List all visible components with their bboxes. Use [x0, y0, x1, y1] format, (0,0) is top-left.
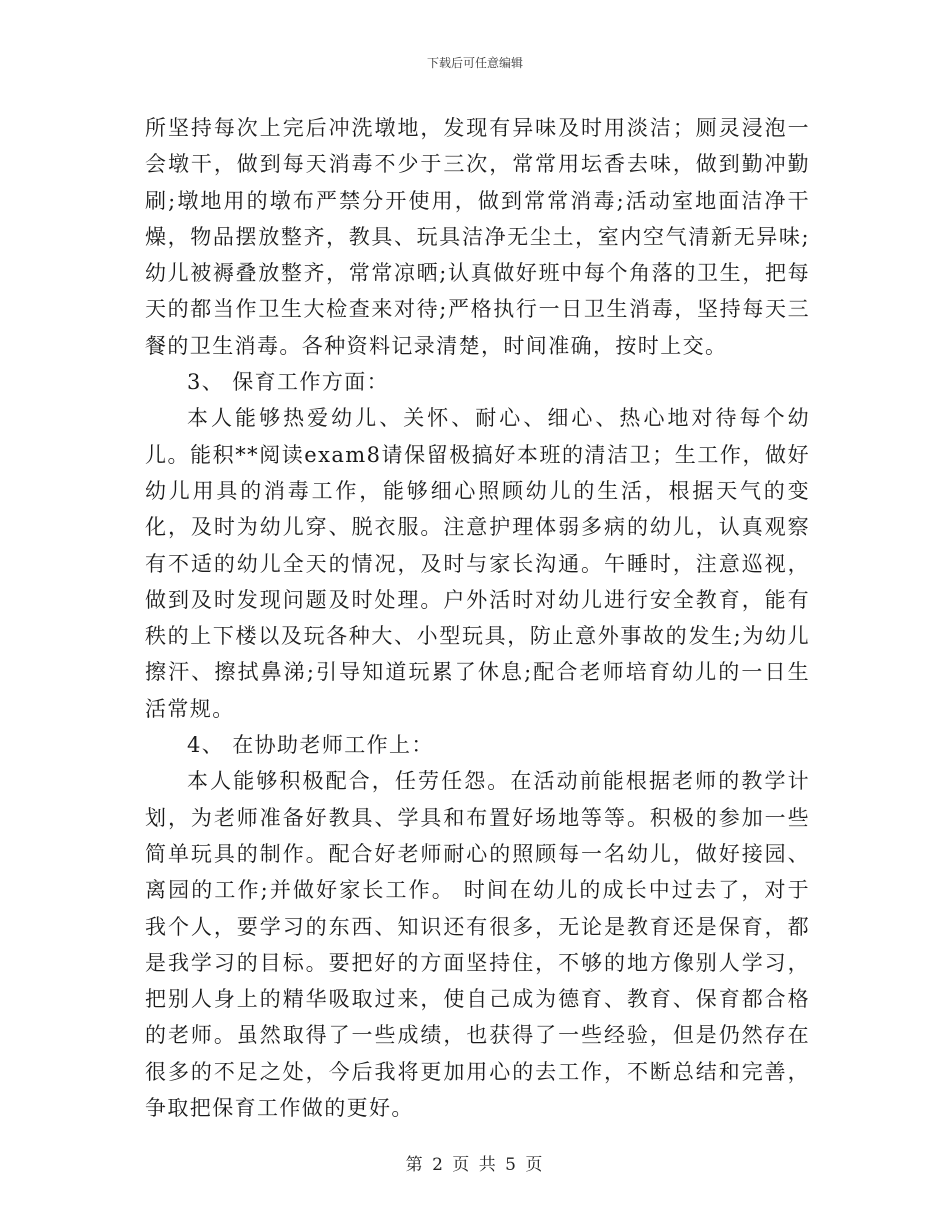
section-heading-assisting-teacher: 4、 在协助老师工作上： [187, 733, 434, 758]
paragraph-assisting-teacher: 本人能够积极配合，任劳任怨。在活动前能根据老师的教学计划，为老师准备好教具、学具和布置好场地等等。积极的参加一些简单玩具的制作。配合好老师耐心的照顾每一名幼儿，做好接园、离园的工作;并做好家长工作。 时间在幼儿的成长中过去了，对于我个人，要学习的东西、知识还有很多，无论是教育还是保育，都是我学习的目标。要把好的方面坚持住，不够的地方像别人学习，把别人身上的精华吸取过来，使自己成为德育、教育、保育都合格的老师。虽然取得了一些成绩，也获得了一些经验，但是仍然存在很多的不足之处，今后我将更加用心的去工作，不断总结和完善，争取把保育工作做的更好。 [145, 769, 810, 1121]
section-heading-childcare: 3、 保育工作方面： [187, 370, 390, 395]
paragraph-hygiene-continued: 所坚持每次上完后冲洗墩地，发现有异味及时用淡洁；厕灵浸泡一会墩干，做到每天消毒不少于三次，常常用坛香去味，做到勤冲勤刷;墩地用的墩布严禁分开使用，做到常常消毒;活动室地面洁净干燥，物品摆放整齐，教具、玩具洁净无尘土，室内空气清新无异味;幼儿被褥叠放整齐，常常凉晒;认真做好班中每个角落的卫生，把每天的都当作卫生大检查来对待;严格执行一日卫生消毒，坚持每天三餐的卫生消毒。各种资料记录清楚，时间准确，按时上交。 [145, 116, 810, 358]
document-body [145, 110, 810, 1126]
page-header: 下载后可任意编辑 [426, 56, 523, 70]
paragraph-childcare: 本人能够热爱幼儿、关怀、耐心、细心、热心地对待每个幼儿。能积**阅读exam8请保留极搞好本班的清洁卫；生工作，做好幼儿用具的消毒工作，能够细心照顾幼儿的生活，根据天气的变化，及时为幼儿穿、脱衣服。注意护理体弱多病的幼儿，认真观察有不适的幼儿全天的情况，及时与家长沟通。午睡时，注意巡视，做到及时发现问题及时处理。户外活时对幼儿进行安全教育，能有秩的上下楼以及玩各种大、小型玩具，防止意外事故的发生;为幼儿擦汗、擦拭鼻涕;引导知道玩累了休息;配合老师培育幼儿的一日生活常规。 [145, 406, 810, 721]
page-number: 第 2 页 共 5 页 [405, 1155, 545, 1175]
